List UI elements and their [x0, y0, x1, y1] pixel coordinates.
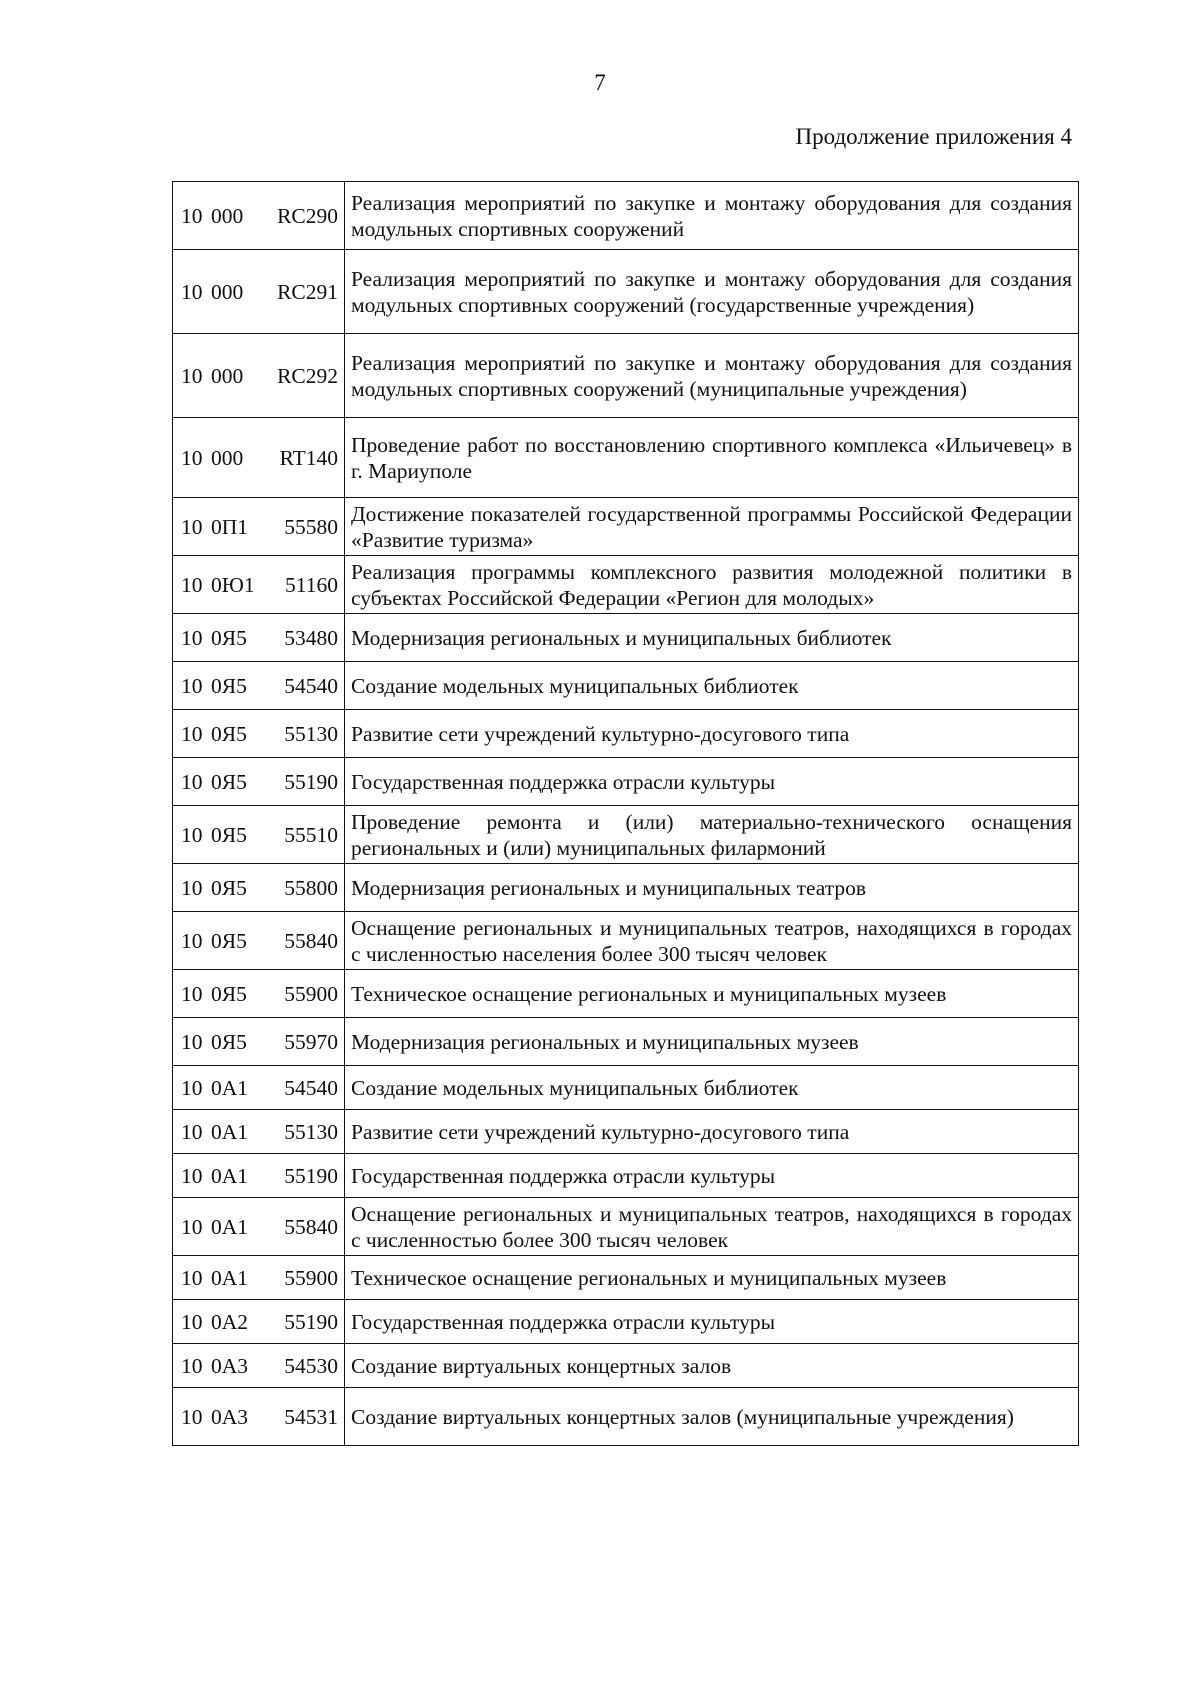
code-part-2: 0A2: [211, 1309, 249, 1334]
code-part-1: 10: [181, 721, 203, 746]
description-cell: Модернизация региональных и муниципальных музеев: [345, 1018, 1079, 1066]
description-cell: Реализация мероприятий по закупке и монтажу оборудования для создания модульных спортивных сооружений (государственные учреждения): [345, 250, 1079, 334]
table-row: [173, 1066, 1079, 1110]
code-part-1: 10: [181, 1163, 203, 1188]
code-part-1: 10: [181, 279, 203, 304]
code-part-3: RC291: [277, 279, 338, 304]
code-part-2: 0П1: [211, 514, 249, 539]
code-part-1: 10: [181, 1265, 203, 1290]
code-part-3: 51160: [285, 572, 338, 597]
code-part-1: 10: [181, 673, 203, 698]
code-part-3: 55800: [284, 875, 338, 900]
description-cell: Реализация программы комплексного развития молодежной политики в субъектах Российской Федерации «Регион для молодых»: [345, 556, 1079, 614]
table-row: [173, 1388, 1079, 1446]
code-part-2: 0Я5: [211, 673, 247, 698]
code-cell: [173, 614, 345, 662]
code-part-1: 10: [181, 1075, 203, 1100]
description-cell: Создание модельных муниципальных библиотек: [345, 1066, 1079, 1110]
code-cell: [173, 1198, 345, 1256]
table-row: [173, 806, 1079, 864]
description-cell: Государственная поддержка отрасли культуры: [345, 1154, 1079, 1198]
continuation-label: Продолжение приложения 4: [795, 124, 1072, 149]
description-cell: Создание модельных муниципальных библиотек: [345, 662, 1079, 710]
code-part-3: 55190: [284, 769, 338, 794]
code-part-3: 55510: [284, 822, 338, 847]
code-cell: [173, 250, 345, 334]
code-cell: [173, 912, 345, 970]
code-cell: [173, 1154, 345, 1198]
code-part-2: 0A1: [211, 1163, 249, 1188]
code-part-3: 55130: [284, 1119, 338, 1144]
table-row: [173, 498, 1079, 556]
table-row: [173, 182, 1079, 250]
code-part-2: 0Я5: [211, 1029, 247, 1054]
code-part-2: 000: [211, 279, 244, 304]
code-cell: [173, 1256, 345, 1300]
code-cell: [173, 1300, 345, 1344]
code-part-1: 10: [181, 875, 203, 900]
description-cell: Государственная поддержка отрасли культуры: [345, 1300, 1079, 1344]
code-part-1: 10: [181, 363, 203, 388]
code-part-3: 55900: [284, 1265, 338, 1290]
code-part-3: 54540: [284, 1075, 338, 1100]
code-cell: [173, 864, 345, 912]
description-cell: Реализация мероприятий по закупке и монтажу оборудования для создания модульных спортивных сооружений (муниципальные учреждения): [345, 334, 1079, 418]
description-cell: Проведение работ по восстановлению спортивного комплекса «Ильичевец» в г. Мариуполе: [345, 418, 1079, 498]
code-part-2: 0Я5: [211, 769, 247, 794]
code-part-2: 000: [211, 445, 244, 470]
code-cell: [173, 662, 345, 710]
description-cell: Техническое оснащение региональных и муниципальных музеев: [345, 970, 1079, 1018]
code-part-3: 53480: [284, 625, 338, 650]
code-part-3: 55840: [284, 1214, 338, 1239]
description-cell: Достижение показателей государственной программы Российской Федерации «Развитие туризма»: [345, 498, 1079, 556]
code-part-2: 0Я5: [211, 981, 247, 1006]
description-cell: Реализация мероприятий по закупке и монтажу оборудования для создания модульных спортивных сооружений: [345, 182, 1079, 250]
table-row: [173, 1198, 1079, 1256]
code-part-1: 10: [181, 625, 203, 650]
code-part-3: 55840: [284, 928, 338, 953]
code-part-3: 55970: [284, 1029, 338, 1054]
code-part-1: 10: [181, 514, 203, 539]
code-part-3: 55130: [284, 721, 338, 746]
code-part-3: 55190: [284, 1309, 338, 1334]
code-cell: [173, 1388, 345, 1446]
code-part-3: RT140: [279, 445, 338, 470]
code-part-1: 10: [181, 1029, 203, 1054]
table-row: [173, 710, 1079, 758]
code-part-1: 10: [181, 1214, 203, 1239]
table-row: [173, 1110, 1079, 1154]
table-body: [173, 182, 1079, 1446]
description-cell: Модернизация региональных и муниципальных театров: [345, 864, 1079, 912]
code-part-1: 10: [181, 1309, 203, 1334]
code-part-1: 10: [181, 572, 203, 597]
table-row: [173, 334, 1079, 418]
code-part-2: 0Я5: [211, 928, 247, 953]
code-part-1: 10: [181, 1404, 203, 1429]
code-part-2: 0A1: [211, 1119, 249, 1144]
code-part-2: 0A1: [211, 1214, 249, 1239]
budget-code-table: [172, 181, 1079, 1446]
description-cell: Модернизация региональных и муниципальных библиотек: [345, 614, 1079, 662]
code-part-1: 10: [181, 822, 203, 847]
table-row: [173, 864, 1079, 912]
table-row: [173, 556, 1079, 614]
code-part-2: 0Я5: [211, 875, 247, 900]
table-row: [173, 1256, 1079, 1300]
code-cell: [173, 1018, 345, 1066]
table-row: [173, 1344, 1079, 1388]
code-part-3: 55900: [284, 981, 338, 1006]
table-row: [173, 1154, 1079, 1198]
code-part-3: 54530: [284, 1353, 338, 1378]
description-cell: Создание виртуальных концертных залов: [345, 1344, 1079, 1388]
code-cell: [173, 182, 345, 250]
table-row: [173, 758, 1079, 806]
description-cell: Проведение ремонта и (или) материально-технического оснащения региональных и (или) муниципальных филармоний: [345, 806, 1079, 864]
table-row: [173, 912, 1079, 970]
description-cell: Развитие сети учреждений культурно-досугового типа: [345, 710, 1079, 758]
code-cell: [173, 556, 345, 614]
code-cell: [173, 758, 345, 806]
description-cell: Государственная поддержка отрасли культуры: [345, 758, 1079, 806]
table-row: [173, 662, 1079, 710]
code-part-2: 0Я5: [211, 822, 247, 847]
table-row: [173, 250, 1079, 334]
table-row: [173, 418, 1079, 498]
code-cell: [173, 1344, 345, 1388]
code-part-2: 000: [211, 363, 244, 388]
code-part-2: 000: [211, 203, 244, 228]
code-cell: [173, 334, 345, 418]
code-cell: [173, 1110, 345, 1154]
code-part-3: 55190: [284, 1163, 338, 1188]
code-part-1: 10: [181, 445, 203, 470]
description-cell: Оснащение региональных и муниципальных театров, находящихся в городах с численностью населения более 300 тысяч человек: [345, 912, 1079, 970]
code-part-1: 10: [181, 203, 203, 228]
code-part-3: 54540: [284, 673, 338, 698]
description-cell: Оснащение региональных и муниципальных театров, находящихся в городах с численностью более 300 тысяч человек: [345, 1198, 1079, 1256]
page-number: 7: [594, 70, 606, 95]
table-row: [173, 1300, 1079, 1344]
table-row: [173, 970, 1079, 1018]
description-cell: Техническое оснащение региональных и муниципальных музеев: [345, 1256, 1079, 1300]
description-cell: Развитие сети учреждений культурно-досугового типа: [345, 1110, 1079, 1154]
code-part-2: 0Я5: [211, 625, 247, 650]
table-row: [173, 614, 1079, 662]
code-part-2: 0Я5: [211, 721, 247, 746]
code-cell: [173, 970, 345, 1018]
code-part-2: 0Ю1: [211, 572, 255, 597]
code-cell: [173, 418, 345, 498]
code-part-3: 54531: [284, 1404, 338, 1429]
code-part-2: 0A3: [211, 1404, 249, 1429]
code-cell: [173, 498, 345, 556]
code-part-1: 10: [181, 981, 203, 1006]
code-part-2: 0A3: [211, 1353, 249, 1378]
code-part-2: 0A1: [211, 1075, 249, 1100]
code-cell: [173, 806, 345, 864]
code-cell: [173, 1066, 345, 1110]
code-part-3: RC292: [277, 363, 338, 388]
code-part-1: 10: [181, 769, 203, 794]
code-part-1: 10: [181, 1119, 203, 1144]
code-part-3: RC290: [277, 203, 338, 228]
code-part-3: 55580: [284, 514, 338, 539]
table-row: [173, 1018, 1079, 1066]
code-part-1: 10: [181, 1353, 203, 1378]
code-part-1: 10: [181, 928, 203, 953]
code-cell: [173, 710, 345, 758]
code-part-2: 0A1: [211, 1265, 249, 1290]
description-cell: Создание виртуальных концертных залов (муниципальные учреждения): [345, 1388, 1079, 1446]
